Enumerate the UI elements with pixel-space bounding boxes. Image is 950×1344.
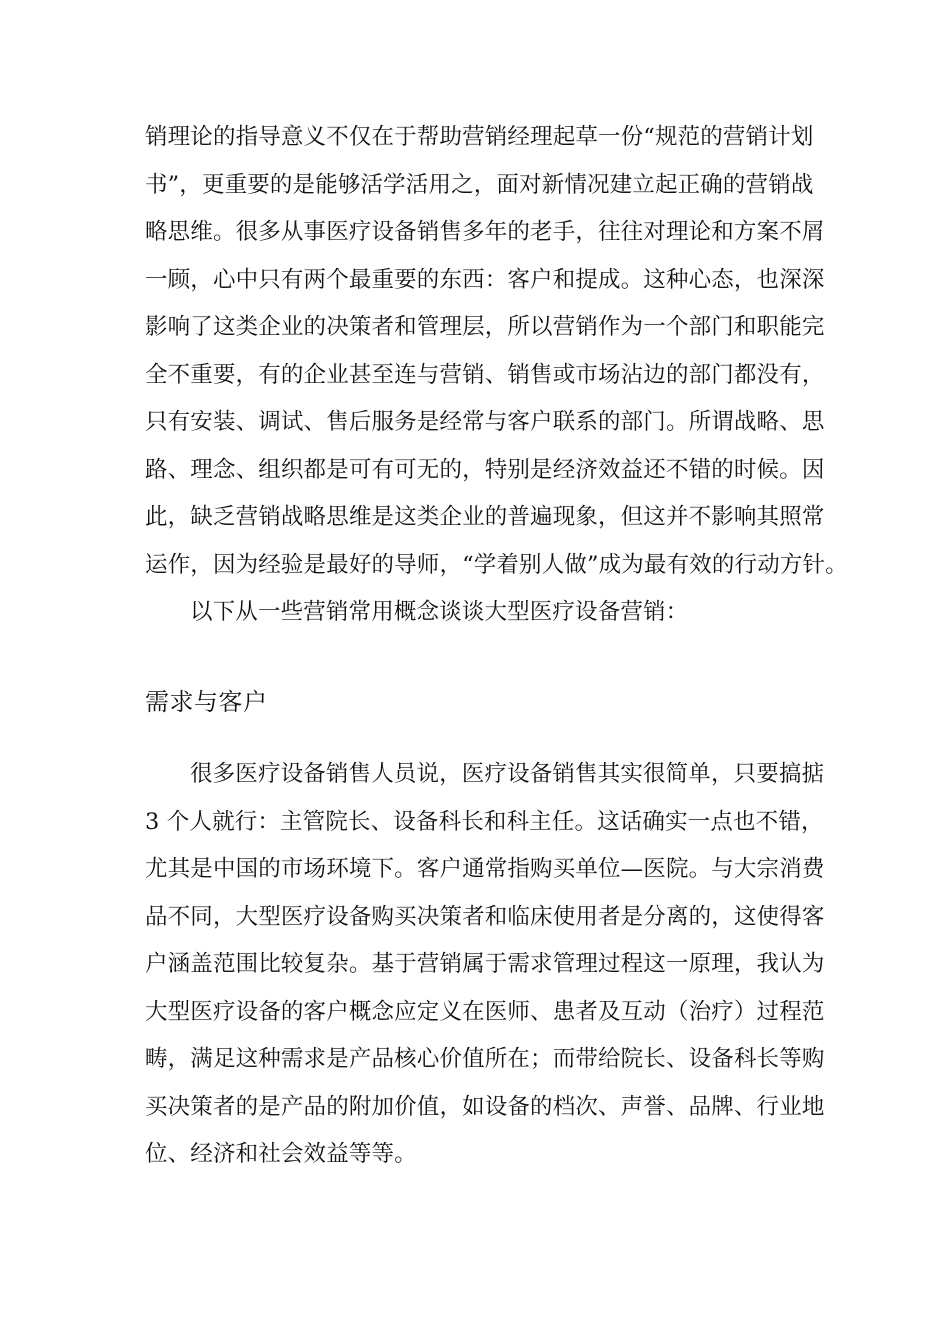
text-line: 只有安装、调试、售后服务是经常与客户联系的部门。所谓战略、思 — [145, 409, 825, 435]
text-line: 户涵盖范围比较复杂。基于营销属于需求管理过程这一原理，我认为 — [145, 951, 825, 977]
text-line: 很多医疗设备销售人员说，医疗设备销售其实很简单，只要搞掂 — [190, 761, 825, 787]
paragraph-intro-concepts: 以下从一些营销常用概念谈谈大型医疗设备营销： — [190, 599, 689, 625]
text-line: 此，缺乏营销战略思维是这类企业的普遍现象，但这并不影响其照常 — [145, 504, 825, 530]
text-line: 大型医疗设备的客户概念应定义在医师、患者及互动（治疗）过程范 — [145, 998, 825, 1025]
text-line: 畴，满足这种需求是产品核心价值所在；而带给院长、设备科长等购 — [145, 1046, 825, 1072]
text-line: 略思维。很多从事医疗设备销售多年的老手，往往对理论和方案不屑 — [145, 219, 825, 245]
text-line: 3 个人就行：主管院长、设备科长和科主任。这话确实一点也不错， — [145, 808, 824, 835]
paragraph-demand-and-customer — [145, 751, 825, 1179]
paragraph-marketing-theory — [145, 114, 848, 637]
text-line: 品不同，大型医疗设备购买决策者和临床使用者是分离的，这使得客 — [145, 903, 825, 930]
text-line: 影响了这类企业的决策者和管理层，所以营销作为一个部门和职能完 — [145, 314, 825, 340]
text-line: 全不重要，有的企业甚至连与营销、销售或市场沾边的部门都没有， — [145, 361, 825, 388]
text-line: 位、经济和社会效益等等。 — [145, 1141, 417, 1167]
text-line: 销理论的指导意义不仅在于帮助营销经理起草一份“规范的营销计划 — [145, 124, 814, 150]
text-line: 买决策者的是产品的附加价值，如设备的档次、声誉、品牌、行业地 — [145, 1093, 825, 1120]
text-line: 尤其是中国的市场环境下。客户通常指购买单位—医院。与大宗消费 — [145, 856, 825, 882]
text-line: 路、理念、组织都是可有可无的，特别是经济效益还不错的时候。因 — [145, 456, 825, 483]
text-line: 书”，更重要的是能够活学活用之，面对新情况建立起正确的营销战 — [145, 171, 814, 198]
text-line: 一顾，心中只有两个最重要的东西：客户和提成。这种心态，也深深 — [145, 266, 825, 293]
text-line: 运作，因为经验是最好的导师，“学着别人做”成为最有效的行动方针。 — [145, 551, 848, 578]
section-heading: 需求与客户 — [145, 688, 268, 716]
